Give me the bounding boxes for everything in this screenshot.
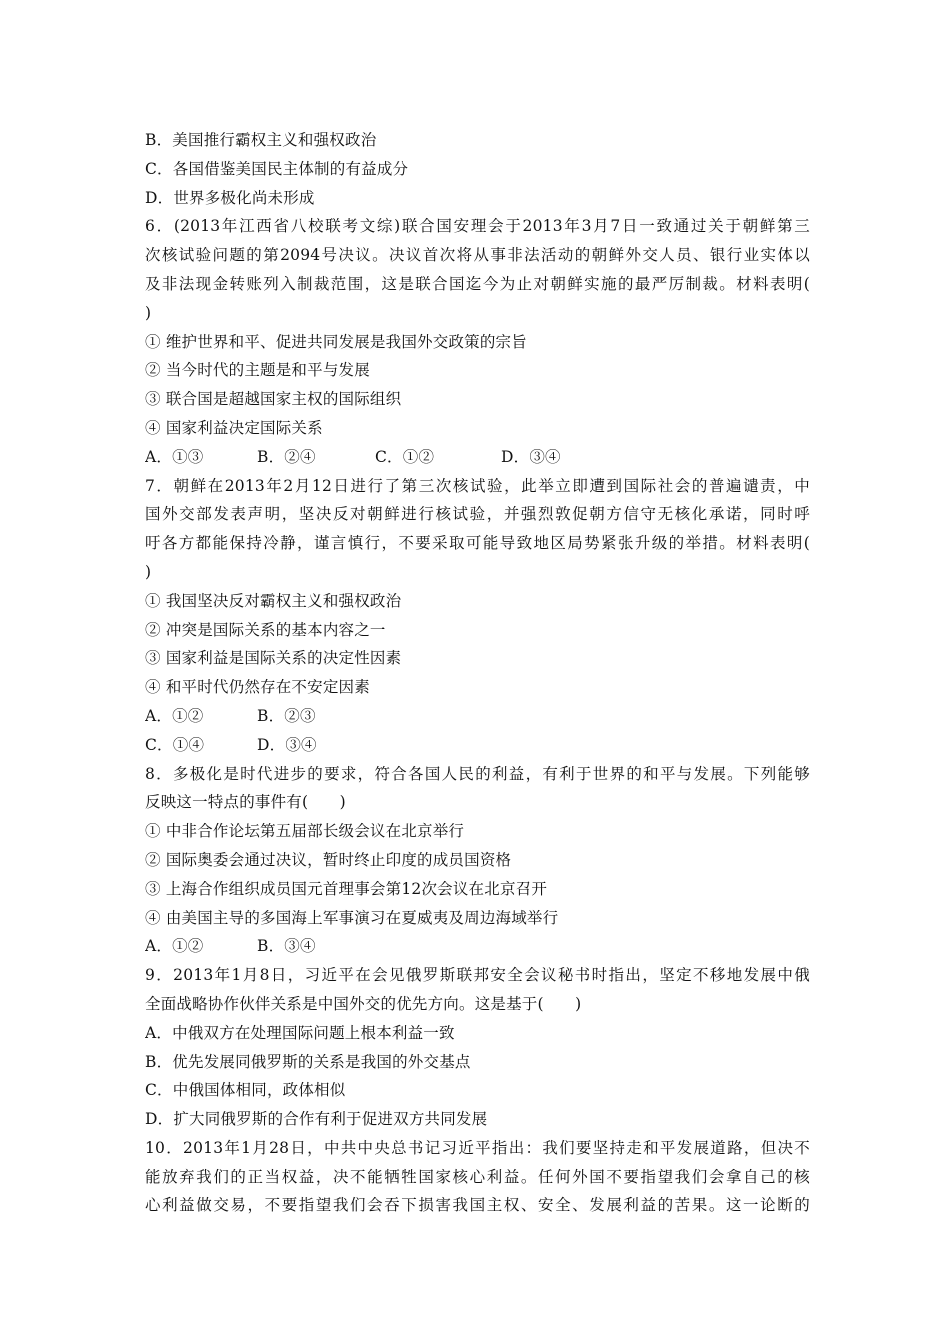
q8-stem-line-1: 8．多极化是时代进步的要求，符合各国人民的利益，有利于世界的和平与发展。下列能够 — [145, 764, 810, 783]
q7-statement-3: ③ 国家利益是国际关系的决定性因素 — [145, 649, 402, 668]
q10-stem-line-2: 能放弃我们的正当权益，决不能牺牲国家核心利益。任何外国不要指望我们会拿自己的核 — [145, 1167, 810, 1186]
q8-statement-2: ② 国际奥委会通过决议，暂时终止印度的成员国资格 — [145, 850, 512, 869]
q10-stem-line-1: 10．2013年1月28日，中共中央总书记习近平指出：我们要坚持走和平发展道路，但决不 — [145, 1138, 810, 1157]
q8-statement-4: ④ 由美国主导的多国海上军事演习在夏威夷及周边海域举行 — [145, 908, 559, 927]
q7-stem-line-2: 国外交部发表声明，坚决反对朝鲜进行核试验，并强烈敦促朝方信守无核化承诺，同时呼 — [145, 505, 810, 524]
q7-choices-row-1 — [145, 702, 810, 731]
q6-stem-line-2: 次核试验问题的第2094号决议。决议首次将从事非法活动的朝鲜外交人员、银行业实体以 — [145, 246, 810, 265]
q6-choice-a: A．①③ — [145, 447, 204, 466]
q6-choice-b: B．②④ — [257, 447, 316, 466]
q6-statement-2: ② 当今时代的主题是和平与发展 — [145, 361, 370, 380]
q6-stem-line-1: 6．(2013年江西省八校联考文综)联合国安理会于2013年3月7日一致通过关于朝鲜第三 — [145, 217, 810, 236]
q6-statement-3: ③ 联合国是超越国家主权的国际组织 — [145, 390, 402, 409]
q7-choices-row-2 — [145, 731, 810, 760]
q5-option-d: D．世界多极化尚未形成 — [145, 188, 315, 207]
q9-option-b: B．优先发展同俄罗斯的关系是我国的外交基点 — [145, 1052, 471, 1071]
q6-statement-1: ① 维护世界和平、促进共同发展是我国外交政策的宗旨 — [145, 332, 527, 351]
q7-stem-line-4: ) — [145, 562, 152, 581]
q6-stem-line-3: 及非法现金转账列入制裁范围，这是联合国迄今为止对朝鲜实施的最严厉制裁。材料表明( — [145, 274, 810, 293]
q6-choice-c: C．①② — [375, 447, 435, 466]
q8-statement-3: ③ 上海合作组织成员国元首理事会第12次会议在北京召开 — [145, 879, 548, 898]
document-page — [145, 126, 810, 1220]
q7-stem-line-1: 7．朝鲜在2013年2月12日进行了第三次核试验，此举立即遭到国际社会的普遍谴责，中 — [145, 476, 810, 495]
q8-statement-1: ① 中非合作论坛第五届部长级会议在北京举行 — [145, 822, 465, 841]
q8-stem-line-2: 反映这一特点的事件有( ) — [145, 793, 346, 812]
q5-option-b: B．美国推行霸权主义和强权政治 — [145, 131, 377, 149]
q6-statement-4: ④ 国家利益决定国际关系 — [145, 418, 323, 437]
q6-choice-d: D．③④ — [501, 447, 561, 466]
q7-stem-line-3: 吁各方都能保持冷静，谨言慎行，不要采取可能导致地区局势紧张升级的举措。材料表明( — [145, 534, 810, 553]
q9-option-a: A．中俄双方在处理国际问题上根本利益一致 — [145, 1023, 455, 1042]
q9-option-d: D．扩大同俄罗斯的合作有利于促进双方共同发展 — [145, 1110, 488, 1129]
q6-choices — [145, 443, 810, 472]
q7-statement-1: ① 我国坚决反对霸权主义和强权政治 — [145, 591, 402, 610]
q7-choice-b: B．②③ — [257, 706, 316, 725]
q8-choice-b: B．③④ — [257, 937, 316, 956]
q9-stem-line-2: 全面战略协作伙伴关系是中国外交的优先方向。这是基于( ) — [145, 994, 582, 1013]
q7-choice-a: A．①② — [145, 706, 204, 725]
q8-choice-a: A．①② — [145, 937, 204, 956]
q9-stem-line-1: 9．2013年1月8日，习近平在会见俄罗斯联邦安全会议秘书时指出，坚定不移地发展中俄 — [145, 966, 810, 985]
q9-option-c: C．中俄国体相同，政体相似 — [145, 1081, 346, 1100]
q7-statement-4: ④ 和平时代仍然存在不安定因素 — [145, 678, 370, 697]
q7-statement-2: ② 冲突是国际关系的基本内容之一 — [145, 620, 386, 639]
q10-stem-line-3: 心利益做交易，不要指望我们会吞下损害我国主权、安全、发展利益的苦果。这一论断的 — [145, 1196, 810, 1215]
q6-stem-line-4: ) — [145, 303, 152, 322]
q7-choice-c: C．①④ — [145, 735, 205, 754]
q7-choice-d: D．③④ — [257, 735, 317, 754]
q5-option-c: C．各国借鉴美国民主体制的有益成分 — [145, 159, 409, 178]
q8-choices — [145, 932, 810, 961]
